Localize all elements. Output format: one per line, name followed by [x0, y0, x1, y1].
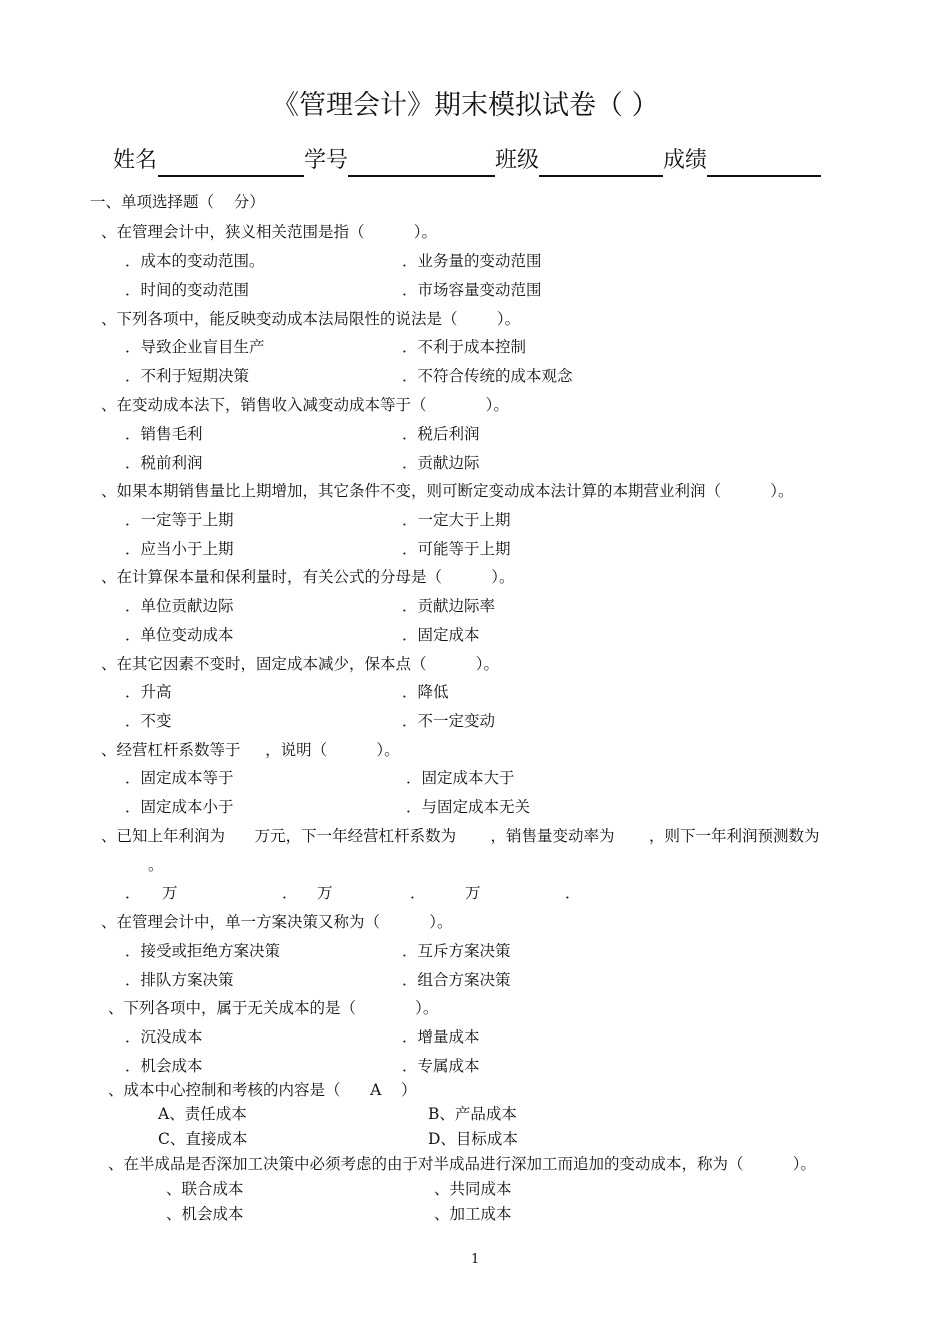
option: ．税前利润: [125, 454, 203, 472]
option-unit: 万: [317, 884, 333, 902]
question-stem-continued: 。: [148, 856, 164, 874]
question-stem: 、已知上年利润为 万元，下一年经营杠杆系数为 ，销售量变动率为 ，则下一年利润预测数为: [101, 827, 820, 845]
option: ．成本的变动范围。: [125, 252, 265, 270]
option: ．: [565, 884, 581, 902]
option: ．贡献边际: [402, 454, 480, 472]
option: ．固定成本大于: [406, 769, 515, 787]
option: 、机会成本: [166, 1205, 244, 1223]
page-number: 1: [471, 1252, 480, 1267]
option: ．单位贡献边际: [125, 597, 234, 615]
option: ．单位变动成本: [125, 626, 234, 644]
option: ．固定成本等于: [125, 769, 234, 787]
option: ．时间的变动范围: [125, 281, 250, 299]
score-label: 成绩: [663, 148, 708, 173]
option: ．: [410, 884, 426, 902]
option: ．与固定成本无关: [406, 798, 531, 816]
option: ．组合方案决策: [402, 971, 511, 989]
question-stem: 、如果本期销售量比上期增加，其它条件不变，则可断定变动成本法计算的本期营业利润（ ）。: [101, 482, 794, 500]
option: ．沉没成本: [125, 1028, 203, 1046]
option: ．导致企业盲目生产: [125, 338, 265, 356]
question-stem: 、在半成品是否深加工决策中必须考虑的由于对半成品进行深加工而追加的变动成本，称为（ ）。: [108, 1155, 817, 1173]
exam-title: 《管理会计》期末模拟试卷（ ）: [272, 90, 659, 121]
question-stem: 、下列各项中，属于无关成本的是（ ）。: [108, 999, 439, 1017]
option: ．不一定变动: [402, 712, 496, 730]
option: ．业务量的变动范围: [402, 252, 542, 270]
student-id-blank-line: [348, 175, 495, 177]
option: ．降低: [402, 683, 449, 701]
option: ．固定成本小于: [125, 798, 234, 816]
option: ．贡献边际率: [402, 597, 496, 615]
question-stem: 、在变动成本法下，销售收入减变动成本等于（ ）。: [101, 396, 509, 414]
option: B、产品成本: [428, 1105, 517, 1123]
option: 、加工成本: [434, 1205, 512, 1223]
option: ．: [125, 884, 141, 902]
option: ．一定等于上期: [125, 511, 234, 529]
option: ．不符合传统的成本观念: [402, 367, 573, 385]
question-stem: 、在管理会计中，狭义相关范围是指（ ）。: [101, 223, 438, 241]
option: A、责任成本: [158, 1105, 247, 1123]
question-stem: 、在其它因素不变时，固定成本减少，保本点（ ）。: [101, 655, 500, 673]
section-heading: 一、单项选择题（ 分）: [90, 193, 265, 211]
option-unit: 万: [465, 884, 481, 902]
option: ．不利于成本控制: [402, 338, 527, 356]
option: D、目标成本: [428, 1130, 518, 1148]
option: ．固定成本: [402, 626, 480, 644]
option: C、直接成本: [158, 1130, 248, 1148]
option: ．一定大于上期: [402, 511, 511, 529]
option: ．升高: [125, 683, 172, 701]
option: ．专属成本: [402, 1057, 480, 1075]
option: ．不利于短期决策: [125, 367, 250, 385]
class-blank-line: [539, 175, 663, 177]
question-stem: 、在管理会计中，单一方案决策又称为（ ）。: [101, 913, 453, 931]
option: ．应当小于上期: [125, 540, 234, 558]
question-stem: 、下列各项中，能反映变动成本法局限性的说法是（ ）。: [101, 310, 521, 328]
name-blank-line: [158, 175, 304, 177]
option: ．互斥方案决策: [402, 942, 511, 960]
option: ．增量成本: [402, 1028, 480, 1046]
student-id-label: 学号: [304, 148, 349, 173]
option: 、共同成本: [434, 1180, 512, 1198]
option: ．市场容量变动范围: [402, 281, 542, 299]
option: ．不变: [125, 712, 172, 730]
name-label: 姓名: [113, 148, 158, 173]
option: ．销售毛利: [125, 425, 203, 443]
option: ．税后利润: [402, 425, 480, 443]
option: ．接受或拒绝方案决策: [125, 942, 281, 960]
option-unit: 万: [162, 884, 178, 902]
question-stem: 、成本中心控制和考核的内容是（ A ）: [108, 1081, 417, 1099]
option: ．可能等于上期: [402, 540, 511, 558]
option: ．机会成本: [125, 1057, 203, 1075]
class-label: 班级: [495, 148, 540, 173]
question-stem: 、经营杠杆系数等于 ，说明（ ）。: [101, 741, 400, 759]
option: ．排队方案决策: [125, 971, 234, 989]
option: 、联合成本: [166, 1180, 244, 1198]
question-stem: 、在计算保本量和保利量时，有关公式的分母是（ ）。: [101, 568, 515, 586]
option: ．: [282, 884, 298, 902]
score-blank-line: [707, 175, 821, 177]
